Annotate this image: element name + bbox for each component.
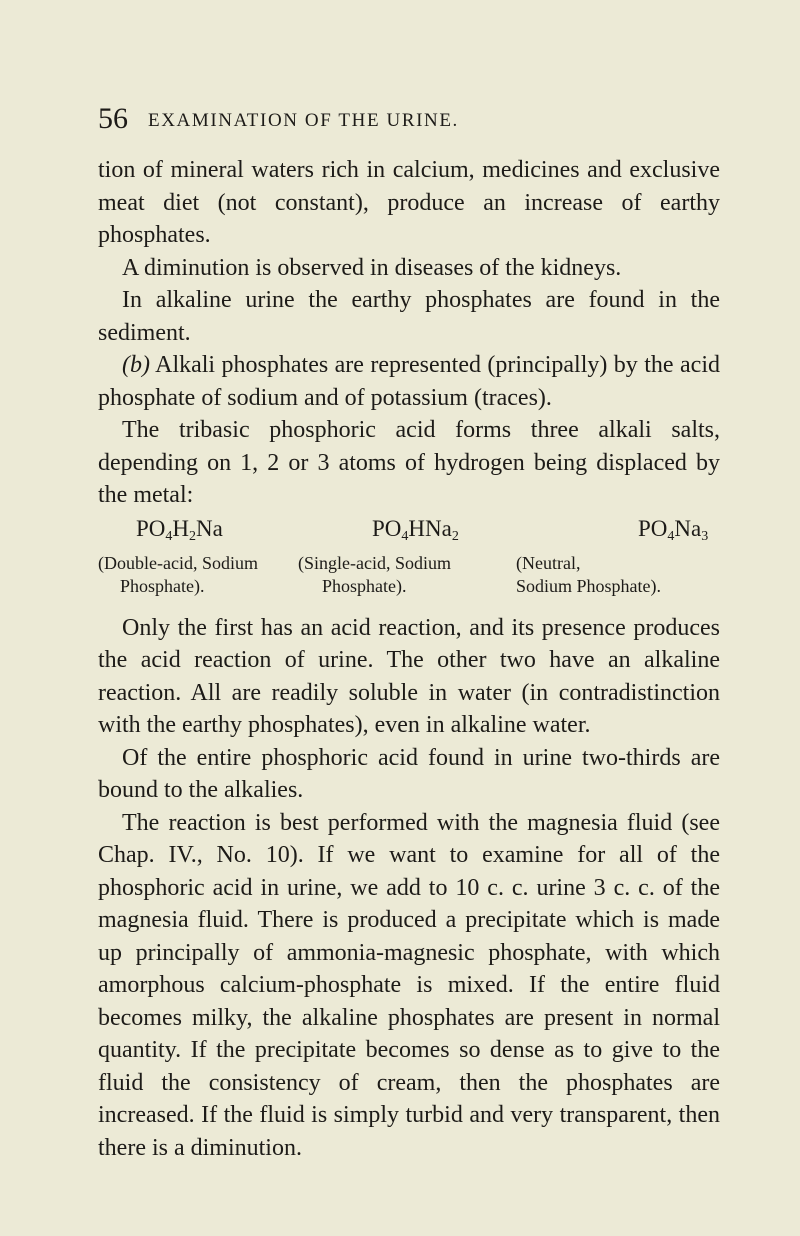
caption-line: (Double-acid, Sodium bbox=[98, 552, 258, 573]
paragraph-acid-reaction: Only the first has an acid reaction, and its presence produces the acid reaction of urine. The other two have an alkaline reaction. All are readily soluble in water (in contradistinction with the earthy phosphates), even in alkaline water. bbox=[98, 614, 720, 738]
section-marker-b: (b) bbox=[122, 352, 150, 378]
caption-line: Phosphate). bbox=[120, 575, 205, 596]
paragraph-diminution: A diminution is observed in diseases of the kidneys. bbox=[122, 254, 622, 281]
caption-single-acid bbox=[298, 552, 516, 598]
caption-line: (Single-acid, Sodium bbox=[298, 552, 451, 573]
page-number: 56 bbox=[98, 102, 128, 135]
formula-part: Na bbox=[674, 515, 702, 541]
paragraph-alkali-phosphates bbox=[98, 349, 720, 414]
paragraph-continued: tion of mineral waters rich in calcium, medicines and exclusive meat diet (not constant), produce an increase of earthy phosphates. bbox=[98, 157, 720, 248]
running-title: EXAMINATION OF THE URINE. bbox=[148, 110, 459, 131]
caption-line: Sodium Phosphate). bbox=[516, 575, 662, 596]
caption-line: Phosphate). bbox=[322, 575, 407, 596]
formula-subscript: 2 bbox=[451, 528, 459, 544]
formula-part: PO bbox=[372, 515, 402, 541]
paragraph-alkaline-urine: In alkaline urine the earthy phosphates are found in the sediment. bbox=[98, 287, 720, 346]
caption-line: (Neutral, bbox=[516, 552, 581, 573]
formula-subscript: 3 bbox=[701, 528, 709, 544]
paragraph-tribasic: The tribasic phosphoric acid forms three alkali salts, depending on 1, 2 or 3 atoms of hydrogen being displaced by the metal: bbox=[98, 417, 720, 508]
formula-single-acid bbox=[336, 514, 590, 552]
paragraph-magnesia-fluid: The reaction is best performed with the magnesia fluid (see Chap. IV., No. 10). If we want to examine for all of the phosphoric acid in urine, we add to 10 c. c. urine 3 c. c. of the magnesia fluid. There is produced a precipitate which is made up principally of ammonia-magnesic phosphate, with which amorphous calcium-phosphate is mixed. If the entire fluid becomes milky, the alkaline phosphates are present in normal quantity. If the precipitate becomes so dense as to give to the fluid the consistency of cream, then the phosphates are increased. If the fluid is simply turbid and very transparent, then there is a diminution. bbox=[98, 809, 720, 1161]
formula-subscript: 2 bbox=[189, 528, 197, 544]
formula-double-acid bbox=[98, 514, 336, 552]
formula-part: PO bbox=[638, 515, 668, 541]
caption-neutral bbox=[516, 552, 720, 598]
formula-subscript: 4 bbox=[667, 528, 675, 544]
paragraph-alkali-phosphates-text: Alkali phosphates are represented (principally) by the acid phosphate of sodium and of potassium (traces). bbox=[98, 352, 720, 411]
running-head bbox=[98, 104, 718, 134]
formula-neutral bbox=[590, 514, 720, 552]
formula-row bbox=[98, 514, 720, 552]
formula-subscript: 4 bbox=[165, 528, 173, 544]
formula-part: PO bbox=[136, 515, 166, 541]
formula-subscript: 4 bbox=[401, 528, 409, 544]
paragraph-two-thirds: Of the entire phosphoric acid found in urine two-thirds are bound to the alkalies. bbox=[98, 744, 720, 803]
formula-part: HNa bbox=[408, 515, 452, 541]
formula-part: Na bbox=[196, 515, 223, 541]
page-body bbox=[98, 154, 720, 1164]
caption-double-acid bbox=[98, 552, 298, 598]
formula-part: H bbox=[172, 515, 190, 541]
formula-captions bbox=[98, 552, 720, 598]
